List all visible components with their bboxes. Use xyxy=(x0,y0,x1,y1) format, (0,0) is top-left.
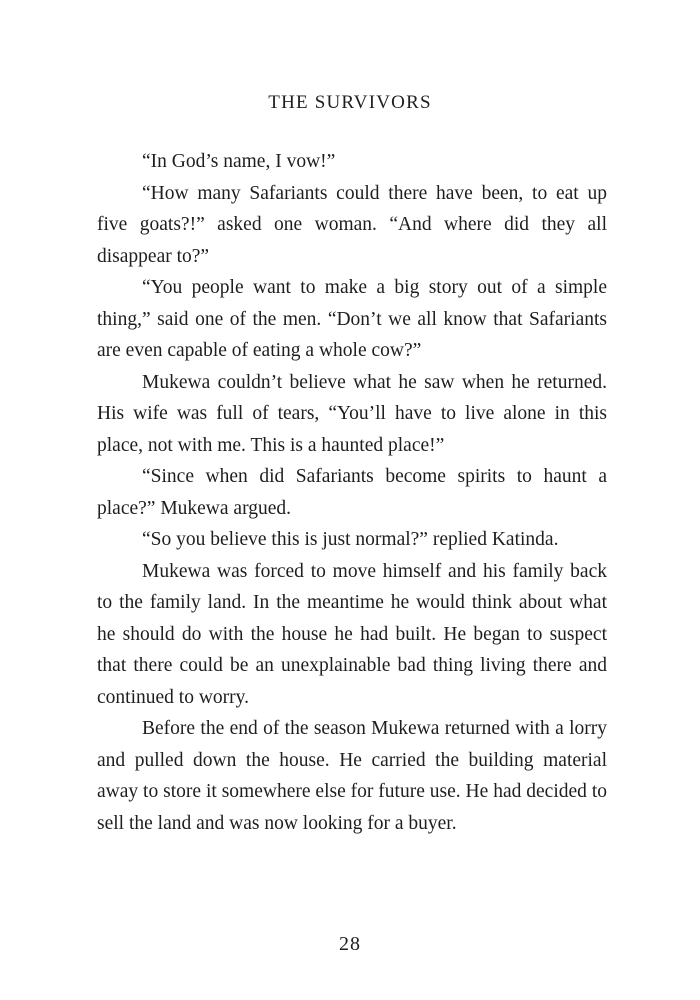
paragraph: “You people want to make a big story out of a simple thing,” said one of the men. “Don’t we all know that Safariants are even capable of eating a whole cow?” xyxy=(97,277,607,361)
page-number: 28 xyxy=(339,933,361,955)
paragraph: Before the end of the season Mukewa returned with a lorry and pulled down the house. He carried the building material away to store it somewhere else for future use. He had decided to sell the land and was now looking for a buyer. xyxy=(97,718,607,834)
body-text xyxy=(97,146,607,839)
paragraph: “In God’s name, I vow!” xyxy=(142,151,336,172)
paragraph: Mukewa couldn’t believe what he saw when he returned. His wife was full of tears, “You’ll have to live alone in this place, not with me. This is a haunted place!” xyxy=(97,371,607,456)
paragraph: “Since when did Safariants become spirits to haunt a place?” Mukewa argued. xyxy=(97,466,607,519)
paragraph: “So you believe this is just normal?” replied Katinda. xyxy=(142,529,559,550)
paragraph: Mukewa was forced to move himself and his family back to the family land. In the meantime he would think about what he should do with the house he had built. He began to suspect that there could be an unexplainable bad thing living there and continued to worry. xyxy=(97,560,607,708)
running-head: THE SURVIVORS xyxy=(268,92,432,113)
paragraph: “How many Safariants could there have been, to eat up five goats?!” asked one woman. “And where did they all disappear to?” xyxy=(97,182,607,267)
